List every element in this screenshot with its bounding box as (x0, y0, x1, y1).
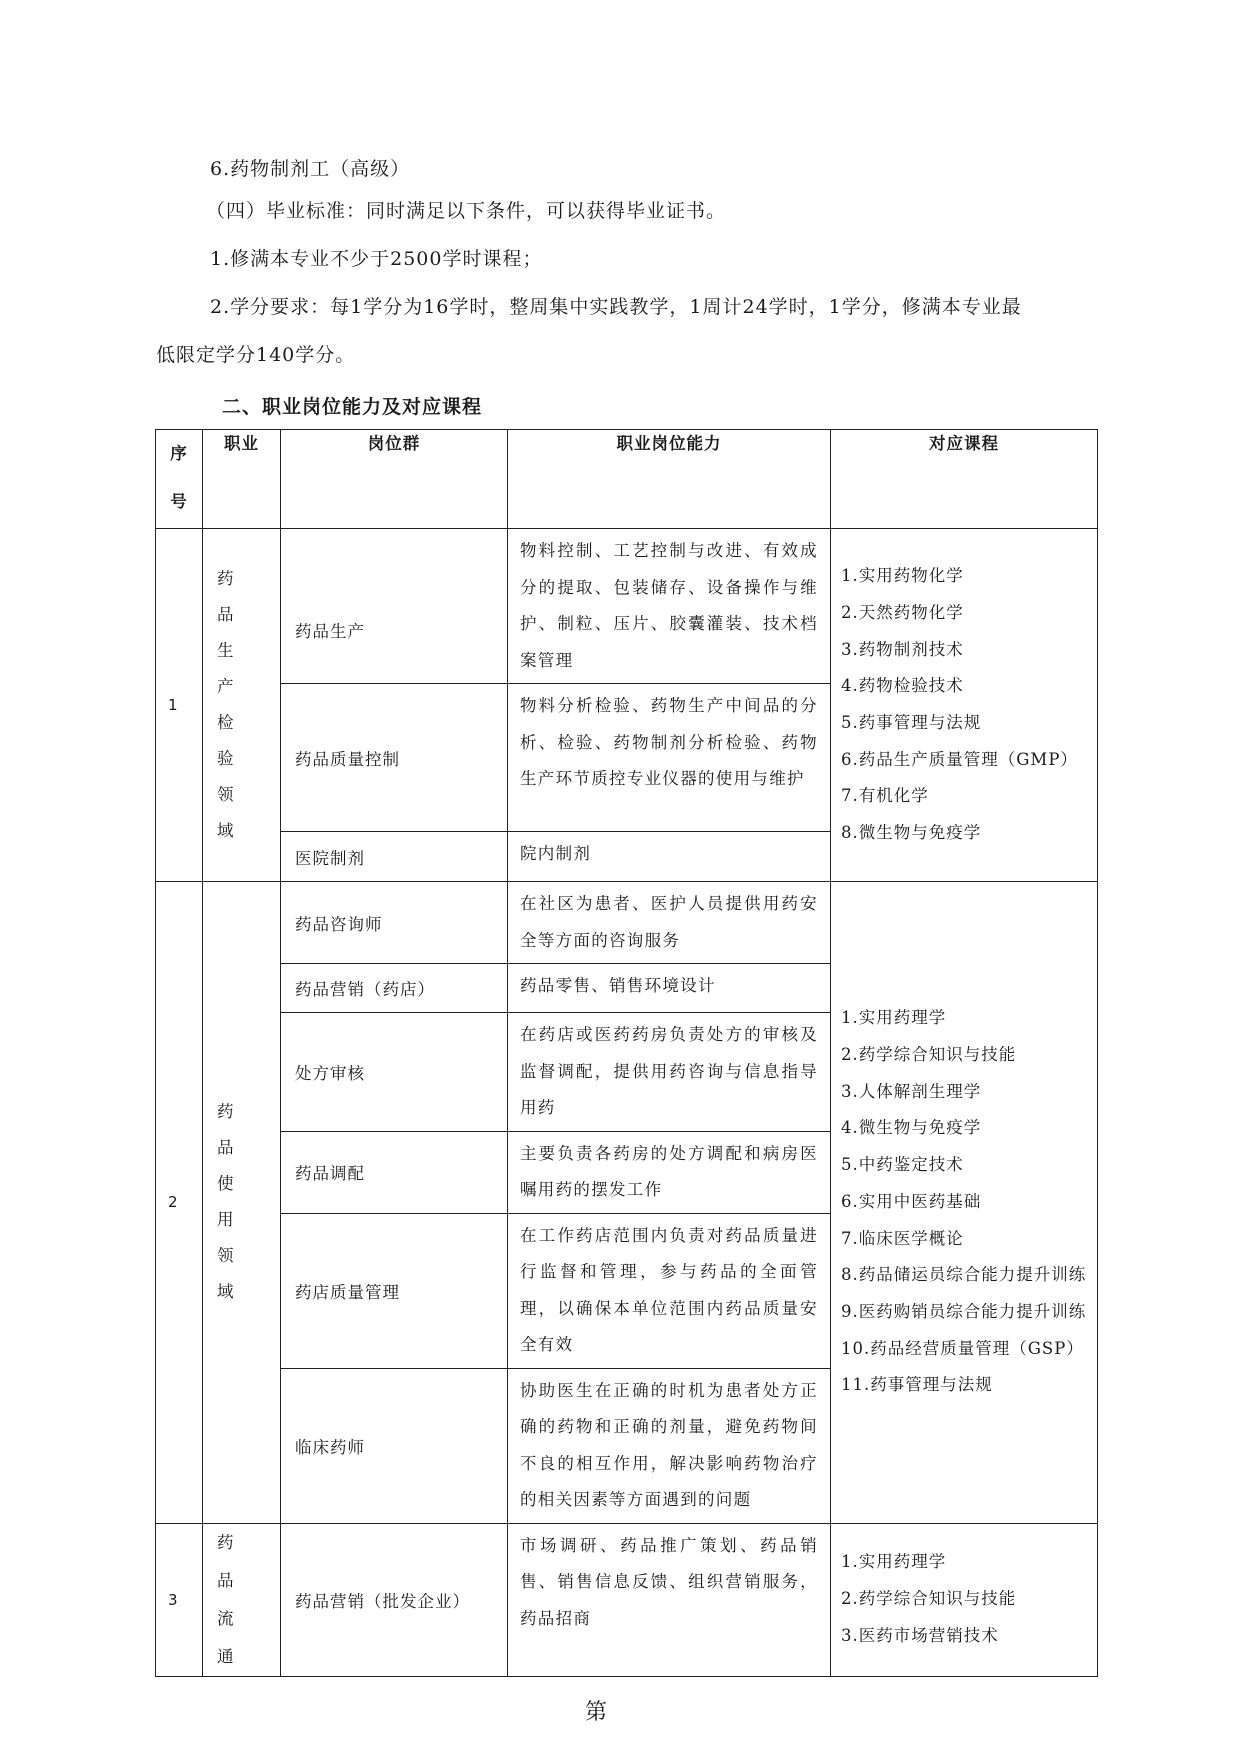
position-ability: 在社区为患者、医护人员提供用药安全等方面的咨询服务 (508, 882, 831, 964)
header-courses: 对应课程 (831, 430, 1098, 529)
course-item: 7.临床医学概论 (841, 1228, 964, 1248)
header-seq-bottom: 号 (170, 492, 188, 511)
position-name: 处方审核 (281, 1013, 508, 1132)
course-list (831, 1523, 1098, 1676)
course-list (831, 529, 1098, 882)
position-ability: 药品零售、销售环境设计 (508, 964, 831, 1013)
table-row (156, 529, 1098, 684)
ability-course-table (155, 429, 1098, 1677)
position-name: 医院制剂 (281, 832, 508, 882)
position-ability: 在工作药店范围内负责对药品质量进行监督和管理，参与药品的全面管理，以确保本单位范围内药品质量安全有效 (508, 1213, 831, 1368)
position-ability: 物料控制、工艺控制与改进、有效成分的提取、包装储存、设备操作与维护、制粒、压片、胶囊灌装、技术档案管理 (508, 529, 831, 684)
course-item: 8.药品储运员综合能力提升训练 (841, 1265, 1087, 1285)
header-seq (156, 430, 203, 529)
course-item: 2.药学综合知识与技能 (841, 1589, 1017, 1609)
course-item: 2.天然药物化学 (841, 602, 964, 622)
course-item: 5.药事管理与法规 (841, 713, 982, 732)
position-name: 药品质量控制 (281, 684, 508, 832)
header-position-group: 岗位群 (281, 430, 508, 529)
position-ability: 院内制剂 (508, 832, 831, 882)
row-occupation (203, 529, 281, 882)
table-header-row (156, 430, 1098, 529)
row-occupation (203, 1523, 281, 1676)
course-item: 7.有机化学 (841, 786, 929, 806)
course-item: 2.药学综合知识与技能 (841, 1045, 1017, 1065)
course-list (831, 882, 1098, 1524)
occupation-text: 药品生产检验领域 (217, 569, 256, 840)
course-item: 11.药事管理与法规 (841, 1375, 993, 1395)
intro-line-3: 1.修满本专业不少于2500学时课程； (210, 248, 543, 270)
course-item: 3.医药市场营销技术 (841, 1625, 999, 1645)
course-item: 4.药物检验技术 (841, 676, 964, 696)
position-name: 药品营销（药店） (281, 964, 508, 1013)
table-row (156, 1523, 1098, 1676)
position-name: 药店质量管理 (281, 1213, 508, 1368)
course-item: 3.药物制剂技术 (841, 639, 964, 659)
table-row (156, 882, 1098, 964)
header-ability: 职业岗位能力 (508, 430, 831, 529)
position-name: 药品营销（批发企业） (281, 1523, 508, 1676)
course-item: 6.药品生产质量管理（GMP） (841, 749, 1078, 769)
course-item: 1.实用药理学 (841, 1552, 947, 1572)
intro-line-2: （四）毕业标准：同时满足以下条件，可以获得毕业证书。 (206, 200, 727, 222)
position-ability: 物料分析检验、药物生产中间品的分析、检验、药物制剂分析检验、药物生产环节质控专业仪器的使用与维护 (508, 684, 831, 832)
course-item: 1.实用药物化学 (841, 566, 964, 586)
occupation-text: 药品使用领域 (217, 1102, 256, 1302)
row-seq: 1 (156, 529, 203, 882)
course-item: 8.微生物与免疫学 (841, 823, 982, 843)
position-name: 药品咨询师 (281, 882, 508, 964)
page-footer: 第 (585, 1700, 608, 1725)
position-name: 药品生产 (281, 529, 508, 684)
intro-line-1: 6.药物制剂工（高级） (210, 158, 411, 180)
row-occupation (203, 882, 281, 1524)
header-occupation: 职业 (203, 430, 281, 529)
row-seq: 3 (156, 1523, 203, 1676)
position-ability: 市场调研、药品推广策划、药品销售、销售信息反馈、组织营销服务，药品招商 (508, 1523, 831, 1676)
intro-line-4b: 低限定学分140学分。 (156, 344, 356, 366)
position-ability: 协助医生在正确的时机为患者处方正确的药物和正确的剂量，避免药物间不良的相互作用，解决影响药物治疗的相关因素等方面遇到的问题 (508, 1368, 831, 1523)
course-item: 9.医药购销员综合能力提升训练 (841, 1302, 1087, 1321)
position-ability: 主要负责各药房的处方调配和病房医嘱用药的摆发工作 (508, 1131, 831, 1213)
course-item: 5.中药鉴定技术 (841, 1155, 964, 1175)
course-item: 1.实用药理学 (841, 1008, 947, 1028)
header-seq-top: 序 (170, 444, 188, 463)
position-ability: 在药店或医药药房负责处方的审核及监督调配，提供用药咨询与信息指导用药 (508, 1013, 831, 1132)
course-item: 3.人体解剖生理学 (841, 1081, 982, 1101)
row-seq: 2 (156, 882, 203, 1524)
intro-line-4a: 2.学分要求：每1学分为16学时，整周集中实践教学，1周计24学时，1学分，修满本专业最 (210, 296, 1022, 318)
course-item: 10.药品经营质量管理（GSP） (841, 1338, 1084, 1358)
position-name: 临床药师 (281, 1368, 508, 1523)
course-item: 4.微生物与免疫学 (841, 1118, 982, 1138)
occupation-text: 药品流通 (217, 1532, 256, 1666)
position-name: 药品调配 (281, 1131, 508, 1213)
section-title: 二、职业岗位能力及对应课程 (222, 396, 483, 418)
course-item: 6.实用中医药基础 (841, 1191, 982, 1211)
